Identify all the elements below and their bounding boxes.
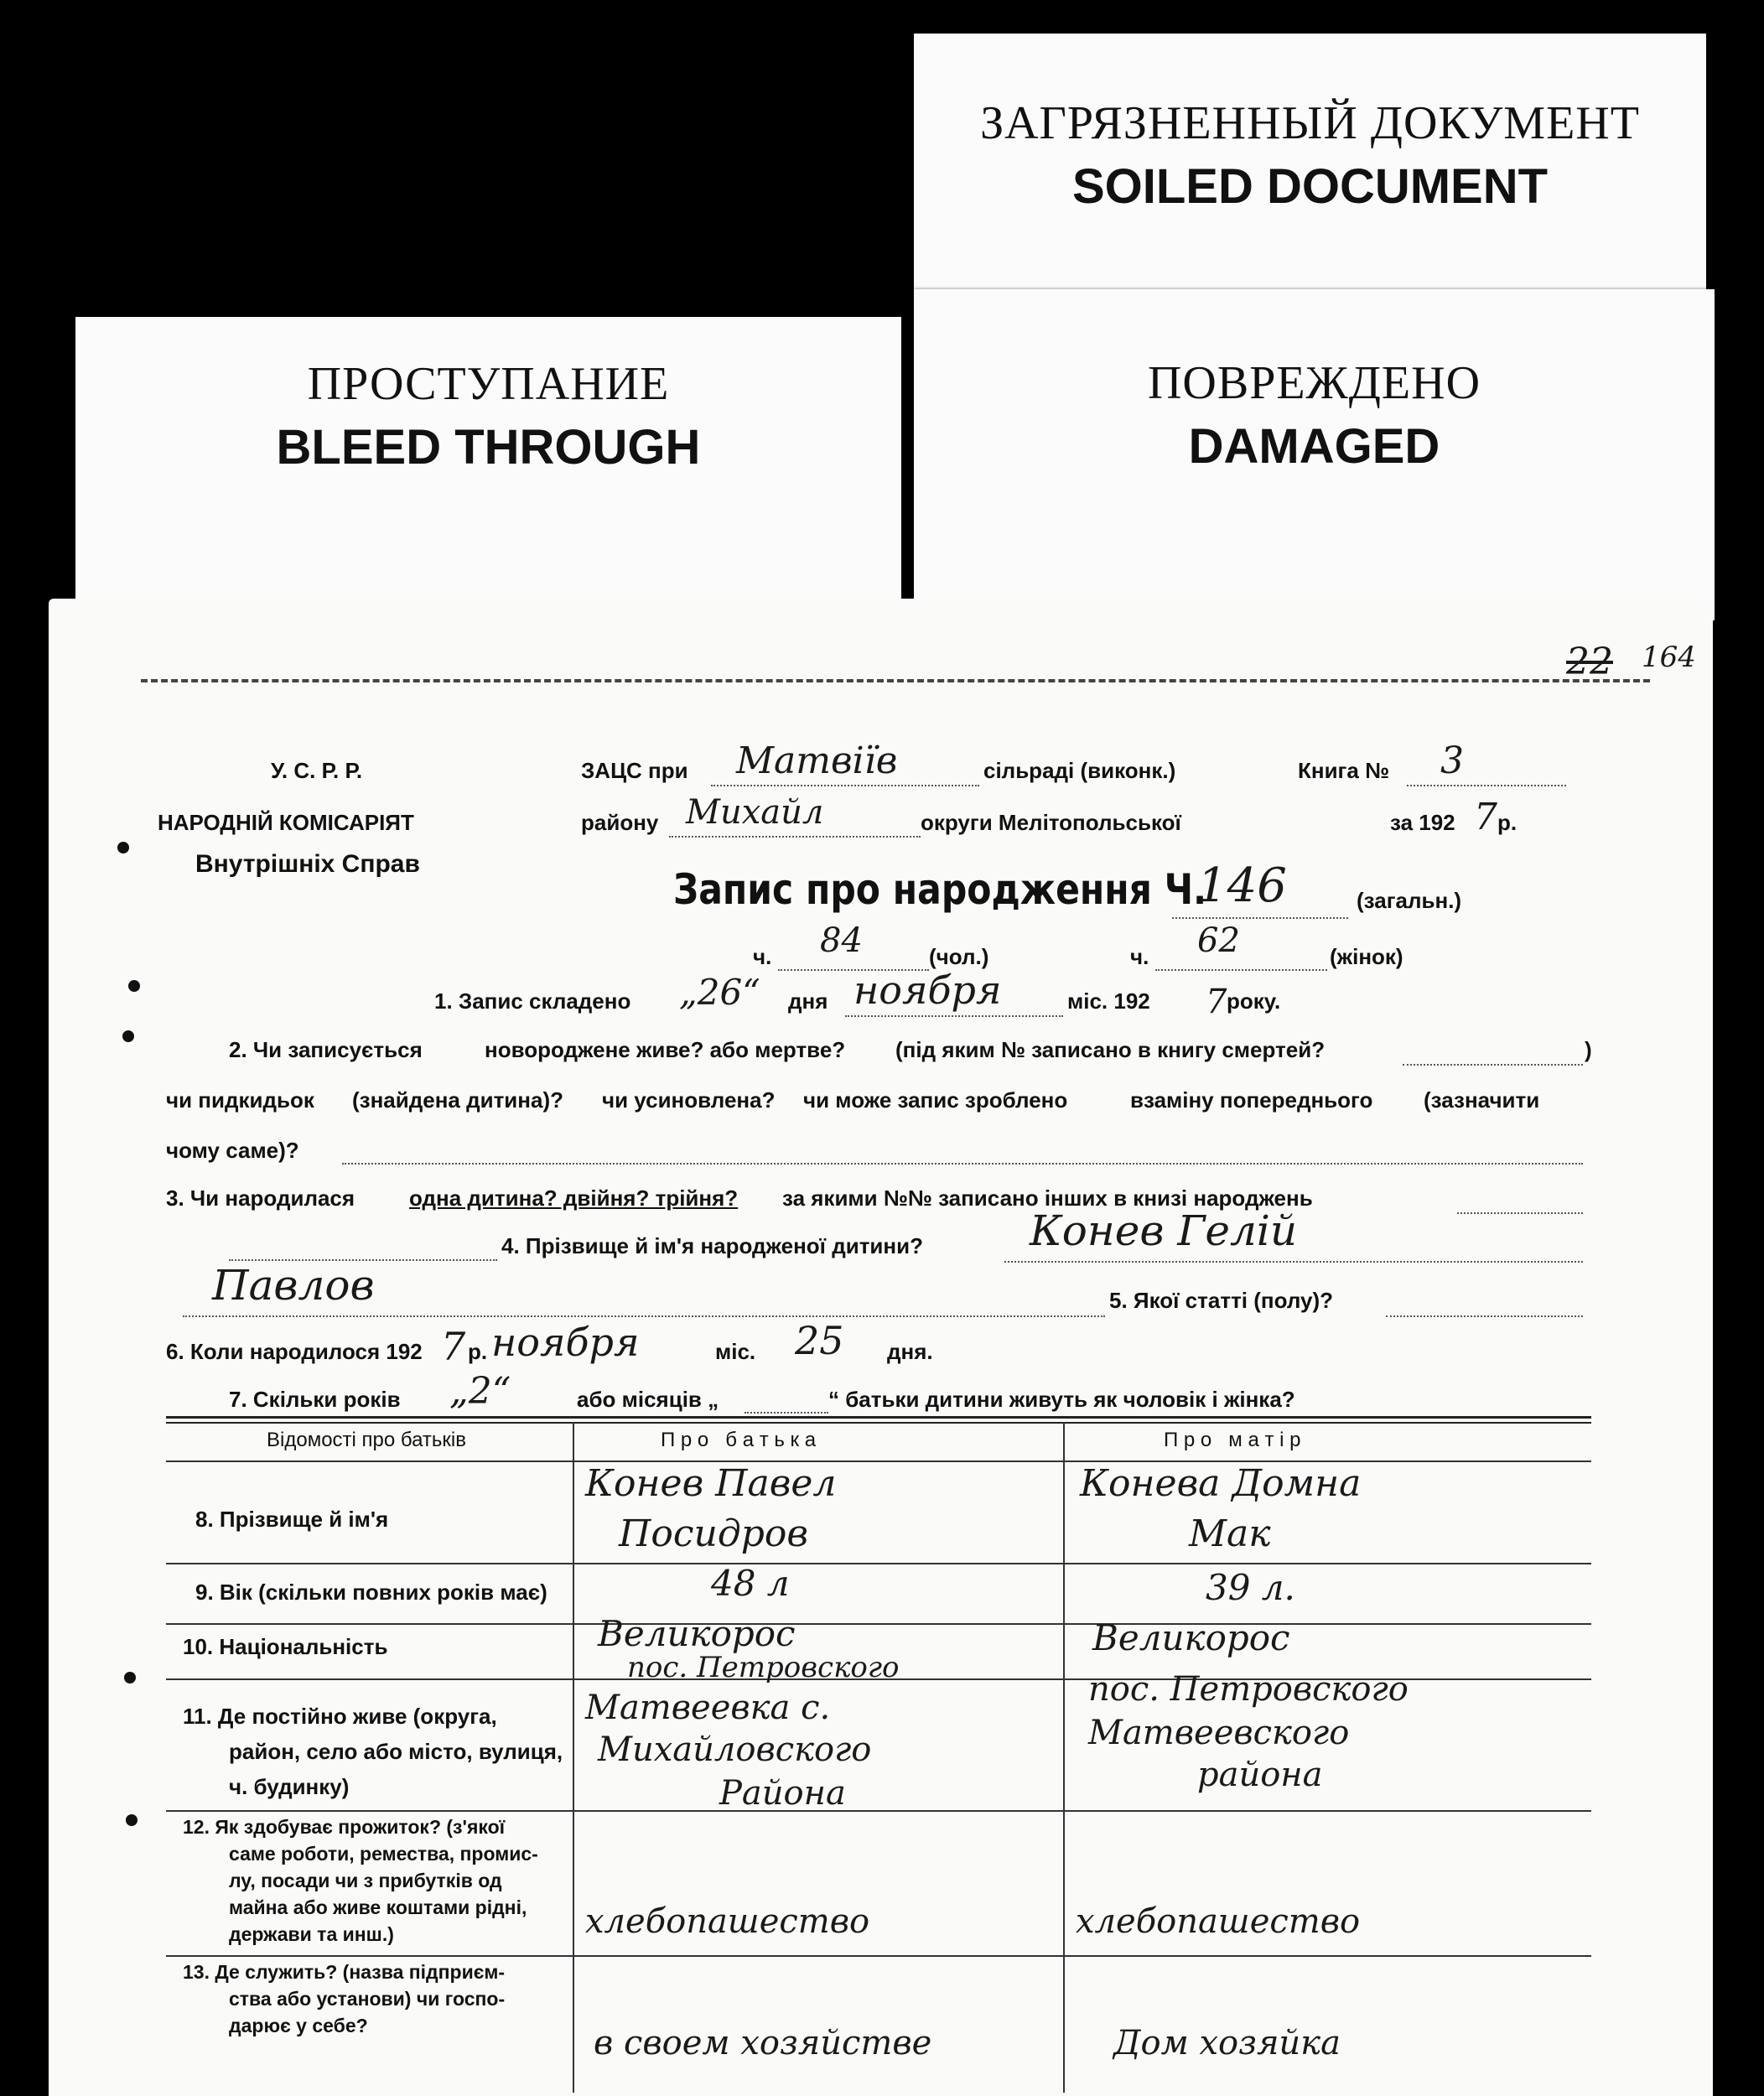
- row9-divider: [166, 1623, 1591, 1625]
- row11-divider: [166, 1810, 1591, 1812]
- row12-label-2: саме роботи, ремества, промис-: [229, 1843, 538, 1865]
- row13-label-1: 13. Де служить? (назва підприєм-: [183, 1961, 506, 1983]
- father-nationality: Великорос: [598, 1613, 796, 1654]
- row2-replacement: взаміну попереднього: [1130, 1087, 1373, 1113]
- record-year: 7: [1206, 983, 1227, 1021]
- child-patronymic: Павлов: [212, 1261, 375, 1310]
- row13-label-3: дарює у себе?: [229, 2015, 368, 2036]
- row12-label-3: лу, посади чи з прибутків од: [229, 1870, 502, 1891]
- row12-divider: [166, 1955, 1591, 1957]
- damaged-ru-label: ПОВРЕЖДЕНО: [1147, 357, 1481, 409]
- ch-female-prefix: ч.: [1130, 944, 1149, 969]
- row13-label-2: ства або установи) чи госпо-: [229, 1988, 506, 2010]
- male-label: (чол.): [929, 944, 989, 969]
- row3-single-twins: одна дитина? двійня? трійня?: [409, 1185, 739, 1211]
- row5-label: 5. Якої статті (полу)?: [1109, 1288, 1334, 1313]
- row6-day-label: дня.: [887, 1339, 933, 1364]
- row11-label-2: район, село або місто, вулиця,: [229, 1739, 563, 1764]
- punch-hole: [117, 842, 129, 853]
- table-header-divider: [166, 1460, 1591, 1462]
- mother-address-2: Матвеевского: [1088, 1714, 1350, 1752]
- row2-death-book: (під яким № записано в книгу смертей?: [895, 1037, 1326, 1062]
- bleed-ru-label: ПРОСТУПАНИЕ: [307, 358, 670, 410]
- row2-why: чому саме)?: [166, 1138, 299, 1163]
- row6-label: 6. Коли народилося 192: [166, 1339, 423, 1364]
- zacs-value: Матвіїв: [736, 739, 898, 782]
- raion-label: району: [581, 810, 659, 835]
- row10-label: 10. Національність: [183, 1634, 388, 1659]
- row6-year-suffix: р.: [468, 1339, 488, 1364]
- mother-address-1: пос. Петровского: [1088, 1670, 1409, 1709]
- row2-adopted: чи усиновлена?: [602, 1087, 776, 1113]
- ch-male-prefix: ч.: [753, 944, 772, 969]
- birth-day: 25: [795, 1318, 844, 1363]
- mother-patronymic: Мак: [1189, 1512, 1271, 1555]
- row12-label-5: держави та инш.): [229, 1923, 394, 1945]
- book-label: Книга №: [1298, 758, 1390, 783]
- mother-occupation: хлебопашество: [1076, 1902, 1361, 1941]
- father-name: Конев Павел: [585, 1462, 837, 1505]
- female-count: 62: [1197, 921, 1240, 960]
- record-day: „26“: [679, 972, 760, 1013]
- row2-found-child: (знайдена дитина)?: [352, 1087, 563, 1113]
- birth-month: ноября: [491, 1320, 640, 1365]
- row8-divider: [166, 1563, 1591, 1564]
- father-age: 48 л: [711, 1563, 790, 1604]
- father-patronymic: Посидров: [619, 1512, 808, 1555]
- row2-label: 2. Чи записується: [229, 1037, 423, 1062]
- okrug-label: округи Мелітопольської: [921, 810, 1181, 835]
- mother-name: Конева Домна: [1080, 1462, 1362, 1505]
- book-value: 3: [1440, 739, 1464, 782]
- record-month: ноября: [853, 968, 1002, 1013]
- soiled-ru-label: ЗАГРЯЗНЕННЫЙ ДОКУМЕНТ: [980, 97, 1640, 149]
- row3-label: 3. Чи народилася: [166, 1185, 355, 1211]
- row11-label-1: 11. Де постійно живе (округа,: [183, 1704, 497, 1729]
- col-parents-info: Відомості про батьків: [267, 1429, 466, 1451]
- mother-nationality: Великорос: [1092, 1617, 1290, 1658]
- child-name: Конев Гелій: [1030, 1206, 1298, 1255]
- silradi-label: сільраді (виконк.): [983, 758, 1176, 783]
- row1-day-label: дня: [788, 988, 828, 1014]
- years-together: „2“: [449, 1370, 511, 1413]
- raion-value: Михайл: [686, 793, 824, 832]
- father-workplace: в своем хозяйстве: [594, 2024, 932, 2062]
- row2-alive-dead: новороджене живе? або мертве?: [485, 1037, 846, 1062]
- year-label: за 192: [1390, 810, 1455, 835]
- row8-label: 8. Прізвище й ім'я: [195, 1507, 389, 1532]
- father-address-3: Михайловского: [598, 1730, 872, 1769]
- row2-foundling: чи пидкидьок: [166, 1087, 314, 1113]
- zacs-label: ЗАЦС при: [581, 758, 688, 783]
- org-internal-affairs: Внутрішніх Справ: [195, 850, 420, 878]
- row1-year-label: року.: [1227, 988, 1281, 1014]
- row2-close-paren: ): [1585, 1037, 1592, 1062]
- page-title: Запис про народження Ч.: [673, 865, 1207, 914]
- row12-label-4: майна або живе коштами рідні,: [229, 1896, 527, 1918]
- table-divider: [573, 1422, 574, 2093]
- mother-address-3: района: [1197, 1756, 1323, 1794]
- female-label: (жінок): [1330, 944, 1403, 969]
- male-count: 84: [820, 921, 863, 960]
- col-mother: П р о м а т і р: [1164, 1429, 1301, 1451]
- year-digit: 7: [1474, 796, 1497, 838]
- row2-record-made: чи може запис зроблено: [803, 1087, 1068, 1113]
- punch-hole: [128, 980, 140, 992]
- soiled-en-label: SOILED DOCUMENT: [1071, 159, 1549, 214]
- mother-age: 39 л.: [1206, 1567, 1295, 1608]
- father-address-4: Района: [719, 1774, 846, 1813]
- father-address-2: Матвеевка с.: [585, 1689, 831, 1727]
- row1-month-label: міс. 192: [1067, 988, 1150, 1014]
- record-number: 146: [1197, 859, 1287, 913]
- table-divider: [1063, 1422, 1065, 2093]
- col-father: П р о б а т ь к а: [661, 1429, 817, 1451]
- row1-label: 1. Запис складено: [434, 988, 631, 1014]
- row6-month-label: міс.: [715, 1339, 756, 1364]
- total-label: (загальн.): [1357, 888, 1462, 913]
- table-top-border-inner: [166, 1422, 1591, 1424]
- row2-specify: (зазначити: [1424, 1087, 1540, 1113]
- row4-label: 4. Прізвище й ім'я народженої дитини?: [501, 1233, 923, 1258]
- birth-record-sheet: [49, 599, 1713, 2096]
- punch-hole: [122, 1030, 134, 1042]
- damaged-en-label: DAMAGED: [1188, 419, 1440, 474]
- row11-label-3: ч. будинку): [229, 1774, 350, 1799]
- org-commissariat: НАРОДНІЙ КОМІСАРІЯТ: [158, 810, 414, 835]
- mother-workplace: Дом хозяйка: [1113, 2024, 1341, 2062]
- father-address-1: пос. Петровского: [627, 1651, 900, 1684]
- birth-year: 7: [441, 1324, 466, 1369]
- father-occupation: хлебопашество: [585, 1902, 870, 1941]
- perforation-line: [141, 679, 1650, 682]
- row12-label-1: 12. Як здобуває прожиток? (з'якої: [183, 1816, 506, 1838]
- punch-hole: [126, 1814, 137, 1826]
- bleed-through-card: [75, 317, 901, 619]
- page-number: 22: [1566, 641, 1613, 683]
- org-ussr: У. С. Р. Р.: [271, 758, 363, 783]
- row3-other-numbers: за якими №№ записано інших в книзі народжень: [782, 1185, 1313, 1211]
- row7-label: 7. Скільки років: [229, 1387, 401, 1412]
- table-top-border: [166, 1416, 1591, 1419]
- page-number-alt: 164: [1642, 641, 1696, 674]
- row7-tail: “ батьки дитини живуть як чоловік і жінка?: [828, 1387, 1295, 1412]
- year-suffix: р.: [1497, 810, 1518, 835]
- row7-months-label: або місяців „: [577, 1387, 719, 1412]
- bleed-en-label: BLEED THROUGH: [276, 420, 701, 475]
- punch-hole: [124, 1672, 136, 1684]
- row9-label: 9. Вік (скільки повних років має): [195, 1580, 547, 1605]
- damaged-card: [914, 289, 1715, 620]
